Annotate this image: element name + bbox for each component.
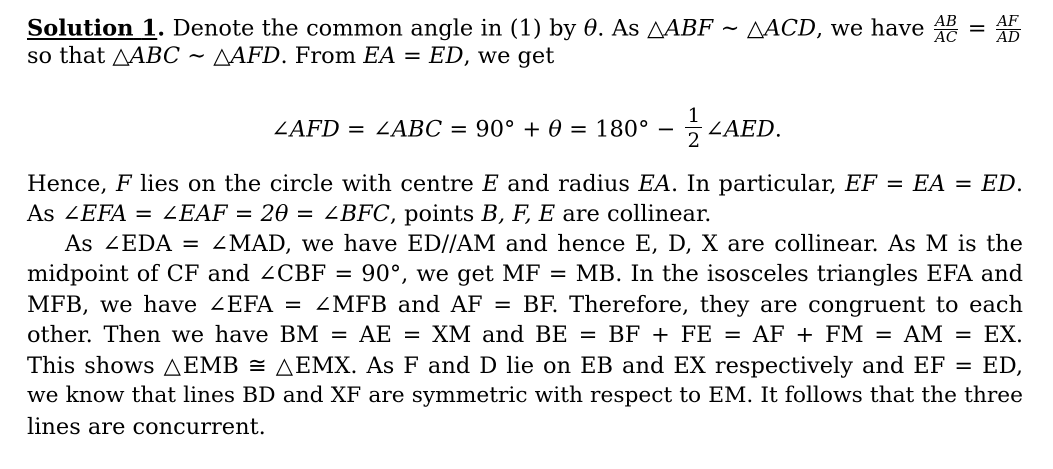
text-run: . As — [597, 15, 648, 42]
paragraph3-line-1: As ∠EDA = ∠MAD, we have ED//AM and hence E, D, X are collinear. As M is the — [65, 231, 1023, 257]
text-run: , we have — [815, 15, 933, 42]
fraction-ab-ac — [934, 14, 958, 45]
math-similar-triangles: △ABF ∼ △ACD — [647, 15, 816, 42]
fraction-denominator: AC — [935, 28, 958, 46]
math-similar-triangles: △ABC ∼ △AFD — [112, 43, 281, 69]
paragraph3-line-2: midpoint of CF and ∠CBF = 90°, we get MF = MB. In the isosceles triangles EFA and — [27, 261, 1023, 287]
solution-line-2 — [27, 42, 1023, 70]
display-equation — [0, 90, 1053, 154]
math-equality: EF = EA = ED — [845, 171, 1016, 197]
solution-line-1 — [27, 14, 1023, 45]
paragraph3-line-6: we know that lines BD and XF are symmetric with respect to EM. It follows that the three — [27, 383, 1023, 408]
solution-label: Solution 1 — [27, 15, 158, 42]
fraction-numerator: 1 — [687, 103, 701, 127]
text-run: so that — [27, 43, 113, 69]
fraction-numerator: AB — [935, 12, 957, 30]
paragraph3-line-5: This shows △EMB ≅ △EMX. As F and D lie on EB and EX respectively and EF = ED, — [27, 353, 1023, 379]
fraction-denominator: 2 — [687, 128, 701, 152]
math-segment: EA — [638, 171, 672, 197]
paragraph2-line-1: Hence, F lies on the circle with centre E and radius EA. In particular, EF = EA = ED. — [27, 171, 1023, 197]
math-theta: θ — [583, 15, 598, 42]
fraction-af-ad — [996, 14, 1021, 45]
paragraph2-line-2: As ∠EFA = ∠EAF = 2θ = ∠BFC, points B, F, E are collinear. — [27, 201, 712, 227]
equation-term: = 180° − — [561, 116, 683, 143]
fraction-denominator: AD — [997, 28, 1020, 46]
paragraph3-line-7: lines are concurrent. — [27, 414, 266, 440]
fraction-one-half — [685, 103, 702, 152]
math-point: E — [482, 171, 499, 197]
math-equality: EA = ED — [363, 43, 464, 69]
equation-rhs: ∠AED — [705, 116, 775, 143]
fraction-numerator: AF — [996, 14, 1021, 30]
text-run: Denote the common angle in (1) by — [165, 15, 584, 42]
equals-sign: = — [960, 15, 995, 42]
math-angle-equality: ∠EFA = ∠EAF = 2θ = ∠BFC — [61, 201, 390, 227]
text-run: . From — [280, 43, 364, 69]
equation-period: . — [774, 116, 782, 143]
equation-lhs: ∠AFD = ∠ABC = — [271, 116, 476, 143]
equation-term: 90° + — [475, 116, 549, 143]
solution-label-period: . — [157, 15, 166, 42]
math-points: B, F, E — [481, 201, 556, 227]
math-point: F — [115, 171, 132, 197]
text-run: , we get — [463, 43, 555, 69]
paragraph3-line-3: MFB, we have ∠EFA = ∠MFB and AF = BF. Therefore, they are congruent to each — [27, 292, 1023, 318]
paragraph3-line-4: other. Then we have BM = AE = XM and BE = BF + FE = AF + FM = AM = EX. — [27, 322, 1023, 348]
math-theta: θ — [548, 116, 562, 143]
